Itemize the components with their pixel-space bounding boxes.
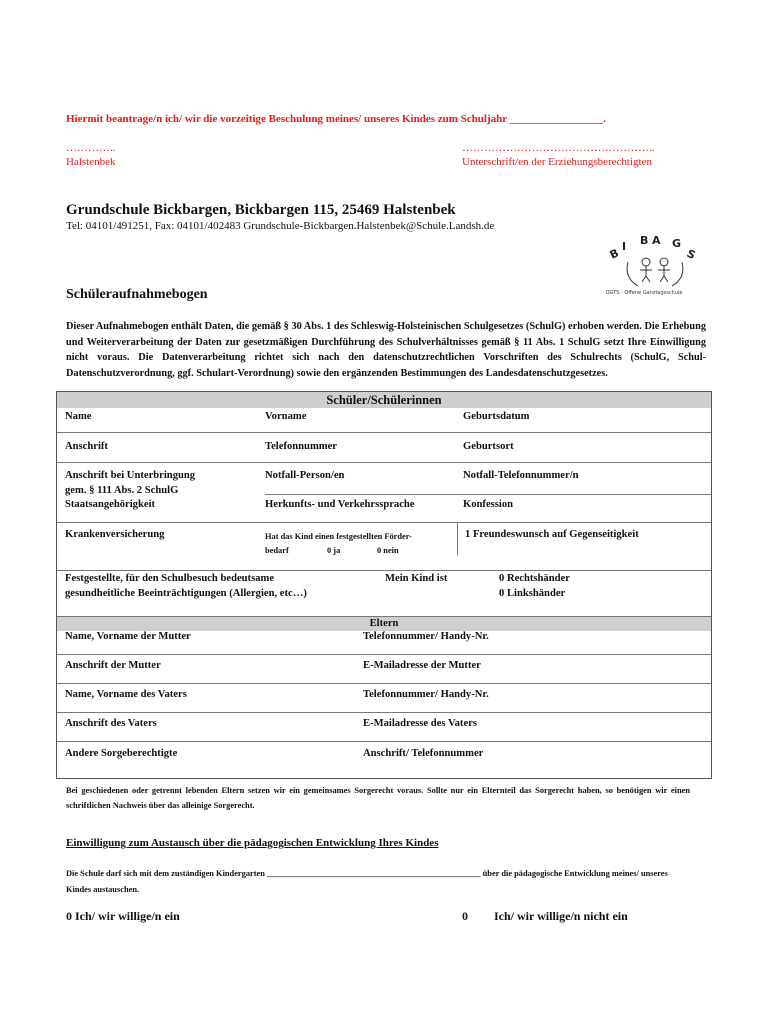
- mother-address-label: Anschrift der Mutter: [65, 660, 161, 671]
- birth-place-label: Geburtsort: [463, 441, 514, 452]
- health-label-line1: Festgestellte, für den Schulbesuch bedeutsame: [65, 573, 275, 584]
- father-name-label: Name, Vorname des Vaters: [65, 689, 187, 700]
- students-heading: Schüler/Schülerinnen: [57, 392, 711, 408]
- consent-no-checkbox[interactable]: 0: [462, 909, 468, 923]
- logo-letter: B: [607, 246, 621, 262]
- religion-label: Konfession: [463, 499, 514, 510]
- left-handed-option[interactable]: 0 Linkshänder: [499, 588, 566, 599]
- phone-label: Telefonnummer: [265, 441, 337, 452]
- insurance-label: Krankenversicherung: [65, 529, 165, 540]
- emergency-person-label: Notfall-Person/en: [265, 470, 345, 481]
- exchange-title: Einwilligung zum Austausch über die pädagogischen Entwicklung Ihres Kindes: [66, 837, 439, 849]
- support-need-label-2: bedarf: [265, 546, 289, 555]
- my-child-is-label: Mein Kind ist: [385, 573, 448, 584]
- address-label: Anschrift: [65, 441, 108, 452]
- support-no-option[interactable]: 0 nein: [377, 546, 399, 555]
- housing-address-label: Anschrift bei Unterbringung: [65, 470, 196, 481]
- father-address-label: Anschrift des Vaters: [65, 718, 157, 729]
- first-name-label: Vorname: [265, 411, 307, 422]
- father-phone-label: Telefonnummer/ Handy-Nr.: [363, 689, 489, 700]
- mother-name-label: Name, Vorname der Mutter: [65, 631, 191, 642]
- friend-wish-label: 1 Freundeswunsch auf Gegenseitigkeit: [465, 529, 639, 540]
- parents-heading: Eltern: [57, 617, 711, 631]
- other-guardians-label: Andere Sorgeberechtigte: [65, 748, 178, 759]
- support-need-label: Hat das Kind einen festgestellten Förder-: [265, 532, 412, 541]
- name-label: Name: [65, 411, 92, 422]
- request-line: Hiermit beantrage/n ich/ wir die vorzeitige Beschulung meines/ unseres Kindes zum Schuljahr _________________.: [66, 113, 606, 125]
- logo-caption: OGTS - Offene Ganztagsschule: [605, 290, 683, 296]
- school-logo: [588, 232, 700, 296]
- health-label-line2: gesundheitliche Beeinträchtigungen (Allergien, etc…): [65, 588, 307, 599]
- logo-letter: B: [640, 234, 649, 247]
- emergency-phone-label: Notfall-Telefonnummer/n: [463, 470, 579, 481]
- logo-letter: S: [684, 246, 698, 263]
- nationality-label: Staatsangehörigkeit: [65, 499, 156, 510]
- place-dots: …………..: [66, 142, 116, 154]
- mother-email-label: E-Mailadresse der Mutter: [363, 660, 481, 671]
- birth-date-label: Geburtsdatum: [463, 411, 530, 422]
- origin-language-label: Herkunfts- und Verkehrssprache: [265, 499, 415, 510]
- form-title: Schüleraufnahmebogen: [66, 287, 208, 302]
- consent-no-option[interactable]: Ich/ wir willige/n nicht ein: [494, 909, 628, 923]
- exchange-text: Die Schule darf sich mit dem zuständigen Kindergarten ___________________________________________________ über die pädagogische Entwicklung meines/ unseres Kindes austauschen.: [66, 869, 668, 894]
- registration-form: [56, 391, 712, 779]
- signature-dots: ……………………………………………..: [462, 142, 655, 154]
- father-email-label: E-Mailadresse des Vaters: [363, 718, 477, 729]
- housing-address-ref: gem. § 111 Abs. 2 SchulG: [65, 485, 179, 496]
- mother-phone-label: Telefonnummer/ Handy-Nr.: [363, 631, 489, 642]
- custody-note: Bei geschiedenen oder getrennt lebenden Eltern setzen wir ein gemeinsames Sorgerecht voraus. Sollte nur ein Elternteil das Sorgerecht haben, so benötigen wir einen schriftlichen Nachweis über das alleinige Sorgerecht.: [66, 786, 690, 810]
- school-name: Grundschule Bickbargen, Bickbargen 115, 25469 Halstenbek: [66, 202, 456, 218]
- privacy-intro: Dieser Aufnahmebogen enthält Daten, die gemäß § 30 Abs. 1 des Schleswig-Holsteinischen Schulgesetzes (SchulG) erhoben werden. Die Erhebung und Weiterverarbeitung der Daten zur gesetzmäßigen Durchführung des Schulverhältnisses gemäß § 11 Abs. 1 SchulG setzt Ihre Einwilligung nicht voraus. Die Datenverarbeitung richtet sich nach den datenschutzrechtlichen Vorschriften des Schulrechts (SchulG, Schul-Datenschutzverordnung, ggf. Schulart-Verordnung) sowie den ergänzenden Bestimmungen des Landesdatenschutzgesetzes.: [66, 321, 706, 379]
- signature-label: Unterschrift/en der Erziehungsberechtigten: [462, 156, 652, 168]
- school-contact: Tel: 04101/491251, Fax: 04101/402483 Grundschule-Bickbargen.Halstenbek@Schule.Landsh.de: [66, 220, 495, 232]
- other-contact-label: Anschrift/ Telefonnummer: [363, 748, 484, 759]
- right-handed-option[interactable]: 0 Rechtshänder: [499, 573, 570, 584]
- consent-yes-option[interactable]: 0 Ich/ wir willige/n ein: [66, 909, 180, 923]
- place-label: Halstenbek: [66, 156, 116, 168]
- logo-letter: A: [652, 234, 661, 247]
- logo-letter: G: [672, 237, 682, 250]
- support-yes-option[interactable]: 0 ja: [327, 546, 341, 555]
- logo-letter: I: [622, 240, 627, 253]
